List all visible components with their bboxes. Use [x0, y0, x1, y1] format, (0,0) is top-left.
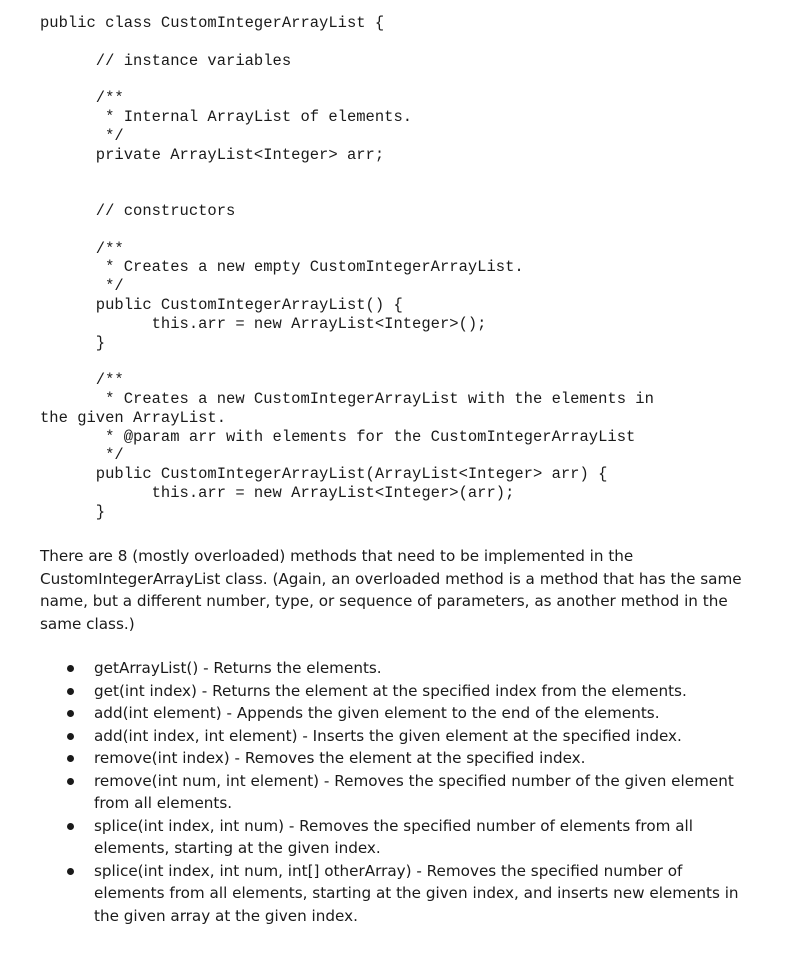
method-list: [40, 657, 750, 927]
code-line: * Creates a new empty CustomIntegerArrayList.: [40, 258, 524, 277]
bullet-icon: [67, 823, 74, 830]
code-line: * Creates a new CustomIntegerArrayList with the elements in: [40, 389, 654, 408]
method-description: splice(int index, int num, int[] otherArray) - Removes the specified number of elements from all elements, starting at the given index, and inserts new elements in the given array at the given index.: [94, 861, 739, 925]
code-line: }: [40, 333, 106, 352]
code-line: public CustomIntegerArrayList(ArrayList<Integer> arr) {: [40, 465, 608, 484]
list-item: [40, 860, 750, 928]
code-line: // constructors: [40, 201, 236, 220]
bullet-icon: [67, 665, 74, 672]
code-line: [40, 164, 654, 183]
method-description: add(int element) - Appends the given element to the end of the elements.: [94, 704, 660, 722]
bullet-icon: [67, 688, 74, 695]
code-line: [40, 352, 654, 371]
code-line: this.arr = new ArrayList<Integer>();: [40, 314, 487, 333]
bullet-icon: [67, 778, 74, 785]
bullet-icon: [67, 710, 74, 717]
code-line: /**: [40, 371, 124, 390]
list-item: [40, 725, 750, 748]
code-line: [40, 221, 654, 240]
description-section: [40, 545, 760, 925]
code-line: /**: [40, 89, 124, 108]
list-item: [40, 657, 750, 680]
code-line: */: [40, 126, 124, 145]
method-description: get(int index) - Returns the element at the specified index from the elements.: [94, 681, 687, 700]
method-description: getArrayList() - Returns the elements.: [94, 659, 382, 677]
code-line: * @param arr with elements for the CustomIntegerArrayList: [40, 427, 636, 446]
list-item: [40, 770, 750, 815]
list-item: [40, 680, 750, 703]
list-item: [40, 747, 750, 770]
code-line: // instance variables: [40, 51, 292, 70]
code-line: * Internal ArrayList of elements.: [40, 107, 413, 126]
method-description: add(int index, int element) - Inserts the given element at the specified index.: [94, 726, 682, 745]
code-line: [40, 70, 654, 89]
code-line: }: [40, 502, 106, 521]
method-description: splice(int index, int num) - Removes the specified number of elements from all elements, starting at the given index.: [94, 816, 694, 857]
code-line: public class CustomIntegerArrayList {: [40, 14, 385, 32]
list-item: [40, 702, 750, 725]
code-line: private ArrayList<Integer> arr;: [40, 145, 385, 164]
intro-paragraph: There are 8 (mostly overloaded) methods that need to be implemented in the CustomIntegerArrayList class. (Again, an overloaded method is a method that has the same name, but a different number, type, or sequence of parameters, as another method in the same class.): [40, 547, 742, 633]
code-line: [40, 183, 654, 202]
code-line: */: [40, 446, 124, 465]
bullet-icon: [67, 733, 74, 740]
bullet-icon: [67, 755, 74, 762]
code-line: [40, 33, 654, 52]
code-line: the given ArrayList.: [40, 408, 227, 427]
code-block: [40, 14, 654, 522]
code-line: this.arr = new ArrayList<Integer>(arr);: [40, 483, 515, 502]
method-description: remove(int num, int element) - Removes the specified number of the given element from all elements.: [94, 771, 734, 812]
code-line: /**: [40, 239, 124, 258]
code-line: */: [40, 277, 124, 296]
code-line: public CustomIntegerArrayList() {: [40, 295, 403, 314]
bullet-icon: [67, 868, 74, 875]
method-description: remove(int index) - Removes the element at the specified index.: [94, 749, 586, 767]
list-item: [40, 815, 750, 860]
